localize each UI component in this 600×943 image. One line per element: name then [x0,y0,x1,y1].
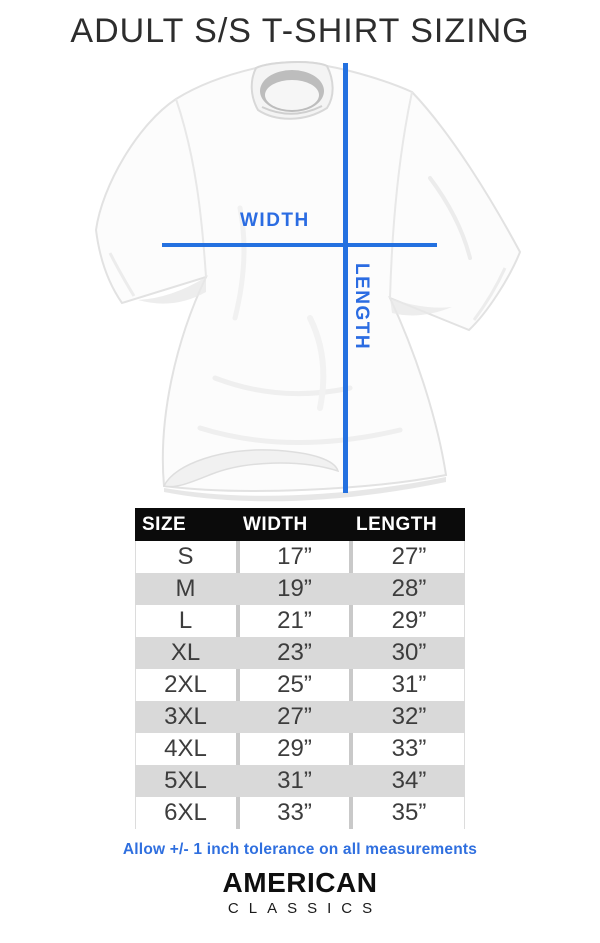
size-table-header [135,508,465,541]
table-cell: XL [170,639,201,666]
table-cell: 2XL [164,671,207,698]
tshirt-diagram [0,58,600,508]
table-cell: 5XL [164,767,207,794]
tolerance-note: Allow +/- 1 inch tolerance on all measurements [122,841,478,858]
length-measure-line [343,63,348,493]
size-table-body [135,541,465,829]
table-cell: 6XL [164,799,207,826]
brand-logo [0,869,600,916]
table-cell: 32” [349,701,465,733]
table-cell: L [178,607,193,634]
table-row [135,541,465,573]
table-cell: 17” [236,541,349,573]
table-cell: 35” [349,797,465,829]
table-row [135,797,465,829]
table-cell: 30” [349,637,465,669]
table-row [135,573,465,605]
table-cell: 31” [236,765,349,797]
size-table [135,508,465,829]
table-cell: 33” [349,733,465,765]
table-row [135,733,465,765]
table-cell: 21” [236,605,349,637]
table-row [135,765,465,797]
table-cell: 29” [349,605,465,637]
table-row [135,669,465,701]
table-cell: 31” [349,669,465,701]
table-cell: 4XL [164,735,207,762]
header-cell-length: LENGTH [356,514,438,535]
page-title: ADULT S/S T-SHIRT SIZING [70,12,530,50]
table-cell: 29” [236,733,349,765]
table-cell: S [177,543,194,570]
header-cell-width: WIDTH [243,514,308,535]
table-cell: M [175,575,196,602]
table-row [135,637,465,669]
length-label: LENGTH [350,263,372,351]
width-label: WIDTH [240,210,310,231]
table-cell: 19” [236,573,349,605]
table-cell: 33” [236,797,349,829]
table-cell: 28” [349,573,465,605]
brand-subname: CLASSICS [227,900,383,917]
table-cell: 25” [236,669,349,701]
table-cell: 23” [236,637,349,669]
table-row [135,701,465,733]
table-cell: 34” [349,765,465,797]
table-cell: 27” [349,541,465,573]
tshirt-image [0,58,600,508]
width-measure-line [162,243,437,247]
table-cell: 3XL [164,703,207,730]
header-cell-size: SIZE [142,514,187,535]
brand-name: AMERICAN [222,867,378,898]
table-cell: 27” [236,701,349,733]
table-row [135,605,465,637]
